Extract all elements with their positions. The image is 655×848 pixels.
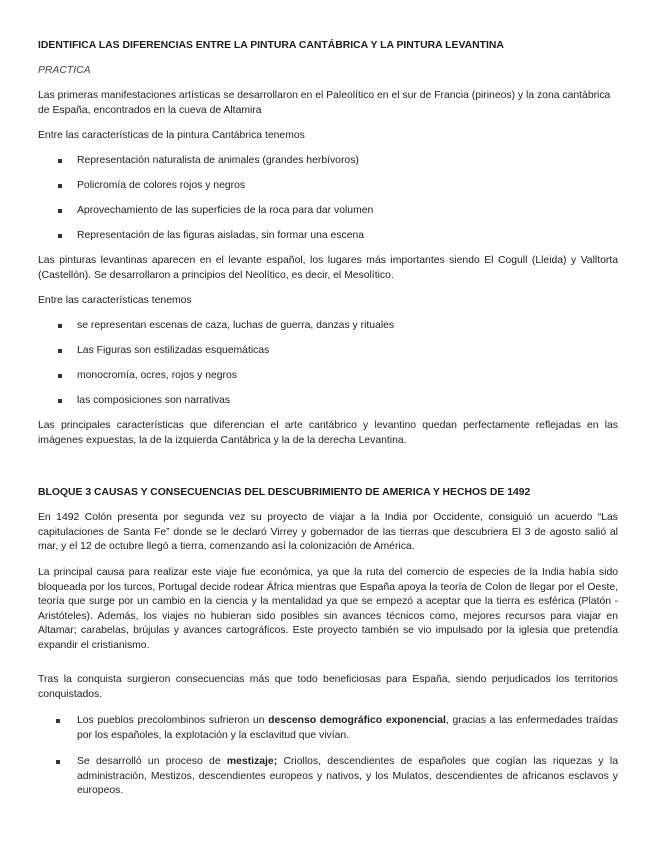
paragraph-diferencias: Las principales características que diferencian el arte cantábrico y levantino quedan perfectamente reflejadas en las imágenes expuestas, la de la izquierda Cantábrica y la de la derecha Levantina. — [38, 420, 618, 446]
list-item: monocromía, ocres, rojos y negros — [60, 369, 620, 384]
list-item: Los pueblos precolombinos sufrieron un descenso demográfico exponencial, gracias a las enfermedades traídas por los españoles, la explotación y la esclavitud que vivían. — [58, 714, 618, 743]
paragraph-consecuencias: Tras la conquista surgieron consecuencias más que todo beneficiosas para España, siendo perjudicados los territorios conquistados. — [38, 674, 618, 700]
section-subtitle-practica: PRACTICA — [38, 65, 91, 76]
paragraph-causas: La principal causa para realizar este viaje fue económica, ya que la ruta del comercio de especies de la India había sido bloqueada por los turcos, Portugal decide rodear África mientras que España apoya la teoría de Colon de llegar por el Oeste, teoría que surge por un cambio en la ciencia y la mentalidad ya que se empezó a aceptar que la tierra es esférica (Platón - Aristóteles). Además, los viajes no hubieran sido posibles sin avances técnicos como, mejores recursos para viajar en Altamar; carabelas, brújulas y avances cartográficos. Este proyecto también se vio impulsado por la iglesia que pretendía expandir el cristianismo. — [38, 567, 618, 651]
paragraph-cantabrica-intro: Entre las características de la pintura Cantábrica tenemos — [38, 130, 305, 141]
bullet-icon — [58, 349, 62, 353]
paragraph-colon-1492: En 1492 Colón presenta por segunda vez su proyecto de viajar a la India por Occidente, consiguió un acuerdo “Las capitulaciones de Santa Fe” donde se le declaró Virrey y gobernador de las tierras que descubriera El 3 de agosto salió al mar, y el 12 de octubre llegó a tierra, comenzando así la colonización de América. — [38, 512, 618, 553]
paragraph-paleolitico: Las primeras manifestaciones artísticas se desarrollaron en el Paleolítico en el sur de Francia (pirineos) y la zona cantábrica de España, encontrados en la cueva de Altamira — [38, 90, 611, 116]
bullet-icon — [58, 159, 62, 163]
bullet-icon — [58, 234, 62, 238]
section-title-pintura: IDENTIFICA LAS DIFERENCIAS ENTRE LA PINTURA CANTÁBRICA Y LA PINTURA LEVANTINA — [38, 40, 504, 51]
bullet-icon — [58, 184, 62, 188]
list-item: Aprovechamiento de las superficies de la roca para dar volumen — [60, 204, 620, 219]
bullet-icon — [58, 324, 62, 328]
section-title-america: BLOQUE 3 CAUSAS Y CONSECUENCIAS DEL DESCUBRIMIENTO DE AMERICA Y HECHOS DE 1492 — [38, 487, 531, 498]
list-item: las composiciones son narrativas — [60, 394, 620, 409]
list-item: se representan escenas de caza, luchas de guerra, danzas y rituales — [60, 319, 620, 334]
list-item: Representación naturalista de animales (grandes herbívoros) — [60, 154, 620, 169]
list-item: Policromía de colores rojos y negros — [60, 179, 620, 194]
list-item: Las Figuras son estilizadas esquemáticas — [60, 344, 620, 359]
bullet-icon — [58, 374, 62, 378]
paragraph-levantina-intro: Entre las características tenemos — [38, 295, 192, 306]
bullet-icon — [56, 719, 60, 723]
list-item: Se desarrolló un proceso de mestizaje; Criollos, descendientes de españoles que cogían las riquezas y la administración, Mestizos, descendientes europeos y nativos, y los Mulatos, descendientes de africanos esclavos y europeos. — [58, 755, 618, 799]
bullet-icon — [56, 760, 60, 764]
list-item: Representación de las figuras aisladas, sin formar una escena — [60, 229, 620, 244]
bullet-icon — [58, 209, 62, 213]
bullet-icon — [58, 399, 62, 403]
paragraph-levantinas: Las pinturas levantinas aparecen en el levante español, los lugares más importantes siendo El Cogull (Lleida) y Valltorta (Castellón). Se desarrollaron a principios del Neolítico, es decir, el Mesolítico. — [38, 255, 618, 281]
